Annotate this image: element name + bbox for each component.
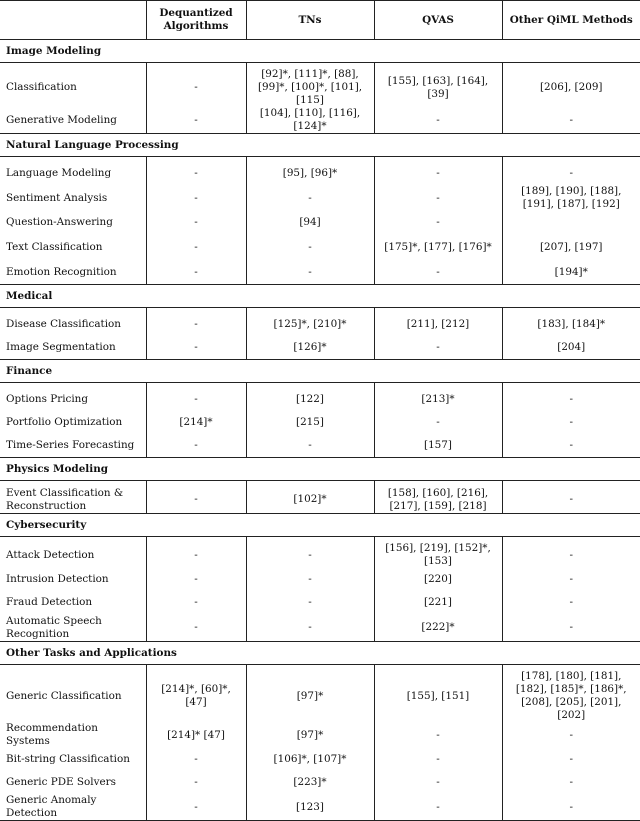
- citation-cell: -: [502, 411, 640, 434]
- citation-cell: [220]: [374, 568, 502, 591]
- citation-cell: -: [146, 388, 246, 411]
- header-cell: Other QiML Methods: [502, 1, 640, 40]
- citation-cell: [125]*, [210]*: [246, 313, 374, 336]
- citation-cell: [157]: [374, 434, 502, 458]
- citation-cell: [502, 211, 640, 234]
- table-row: [0, 771, 640, 794]
- section-title: Finance: [0, 360, 640, 383]
- task-label: Question-Answering: [6, 216, 113, 228]
- citation-cell: -: [246, 185, 374, 211]
- citation-cell: -: [146, 591, 246, 614]
- citation-cell: -: [502, 591, 640, 614]
- citation-cell: -: [246, 234, 374, 261]
- section-title: Natural Language Processing: [0, 134, 640, 157]
- citation-cell: -: [146, 313, 246, 336]
- section-title: Medical: [0, 285, 640, 308]
- task-label: Emotion Recognition: [6, 266, 117, 278]
- citation-cell: [221]: [374, 591, 502, 614]
- section-row: [0, 134, 640, 157]
- citation-cell: -: [146, 211, 246, 234]
- table-row: [0, 261, 640, 285]
- table-row: [0, 486, 640, 514]
- citation-cell: [123]: [246, 794, 374, 821]
- table-row: [0, 614, 640, 642]
- citation-cell: [97]*: [246, 670, 374, 722]
- citation-cell: -: [502, 486, 640, 514]
- table-row: [0, 568, 640, 591]
- task-label: Bit-string Classification: [6, 753, 130, 765]
- task-label: Generic Classification: [6, 689, 122, 702]
- citation-cell: -: [374, 794, 502, 821]
- task-label: Attack Detection: [6, 548, 95, 561]
- task-label: Automatic Speech Recognition: [6, 614, 102, 640]
- citation-cell: -: [246, 261, 374, 285]
- citation-cell: -: [374, 185, 502, 211]
- task-label: Classification: [6, 81, 77, 93]
- header-cell: QVAS: [374, 1, 502, 40]
- citation-cell: -: [502, 794, 640, 821]
- task-label: Language Modeling: [6, 167, 112, 179]
- citation-cell: -: [146, 234, 246, 261]
- citation-cell: [126]*: [246, 336, 374, 360]
- table-row: [0, 234, 640, 261]
- citation-cell: -: [146, 336, 246, 360]
- citation-cell: [215]: [246, 411, 374, 434]
- citation-cell: [104], [110], [116], [124]*: [246, 107, 374, 134]
- citation-cell: [194]*: [502, 261, 640, 285]
- citation-cell: [155], [151]: [374, 670, 502, 722]
- task-label: Recommendation Systems: [6, 722, 98, 747]
- citation-cell: [189], [190], [188], [191], [187], [192]: [502, 185, 640, 211]
- citation-cell: -: [246, 614, 374, 642]
- table-row: [0, 107, 640, 134]
- citation-cell: [204]: [502, 336, 640, 360]
- header-cell: Dequantized Algorithms: [146, 1, 246, 40]
- header-cell: [0, 1, 146, 40]
- table-row: [0, 336, 640, 360]
- citation-cell: -: [246, 434, 374, 458]
- citation-cell: -: [502, 388, 640, 411]
- citation-cell: [183], [184]*: [502, 313, 640, 336]
- table-row: [0, 411, 640, 434]
- citation-cell: -: [146, 794, 246, 821]
- citation-cell: [206], [209]: [502, 68, 640, 107]
- section-title: Other Tasks and Applications: [0, 642, 640, 665]
- task-label: Sentiment Analysis: [6, 191, 108, 204]
- table-row: [0, 748, 640, 771]
- task-label: Intrusion Detection: [6, 573, 109, 585]
- citation-cell: [155], [163], [164], [39]: [374, 68, 502, 107]
- citation-cell: -: [502, 107, 640, 134]
- citation-cell: -: [146, 486, 246, 514]
- citation-cell: [214]* [47]: [146, 722, 246, 748]
- citation-cell: -: [146, 748, 246, 771]
- citation-cell: -: [374, 411, 502, 434]
- citation-cell: -: [502, 542, 640, 568]
- table-row: [0, 211, 640, 234]
- citation-cell: [158], [160], [216], [217], [159], [218]: [374, 486, 502, 514]
- citation-cell: -: [374, 107, 502, 134]
- section-row: [0, 514, 640, 537]
- citation-cell: -: [146, 614, 246, 642]
- task-label: Generic Anomaly Detection: [0, 794, 146, 821]
- citation-cell: -: [374, 771, 502, 794]
- table-row: [0, 722, 640, 748]
- citation-cell: -: [374, 162, 502, 185]
- section-title: Cybersecurity: [0, 514, 640, 537]
- citation-cell: -: [374, 722, 502, 748]
- citation-cell: [102]*: [246, 486, 374, 514]
- citation-cell: -: [146, 434, 246, 458]
- citation-cell: -: [374, 261, 502, 285]
- task-label: Portfolio Optimization: [6, 416, 123, 428]
- citation-cell: -: [146, 68, 246, 107]
- citation-cell: [106]*, [107]*: [246, 748, 374, 771]
- header-cell: TNs: [246, 1, 374, 40]
- citation-cell: -: [374, 336, 502, 360]
- section-row: [0, 360, 640, 383]
- table-row: [0, 434, 640, 458]
- table-row: [0, 68, 640, 107]
- citation-cell: -: [246, 591, 374, 614]
- table-row: [0, 388, 640, 411]
- section-row: [0, 458, 640, 481]
- citation-cell: [156], [219], [152]*, [153]: [374, 542, 502, 568]
- citation-cell: [175]*, [177], [176]*: [374, 234, 502, 261]
- task-label: Generative Modeling: [6, 113, 117, 126]
- table-row: [0, 185, 640, 211]
- citation-cell: -: [146, 261, 246, 285]
- citation-cell: -: [146, 542, 246, 568]
- table-row: [0, 542, 640, 568]
- citation-cell: -: [502, 771, 640, 794]
- citation-cell: -: [146, 568, 246, 591]
- citation-cell: [207], [197]: [502, 234, 640, 261]
- citation-cell: [214]*, [60]*, [47]: [146, 670, 246, 722]
- citation-cell: [211], [212]: [374, 313, 502, 336]
- citation-cell: [92]*, [111]*, [88], [99]*, [100]*, [101], [115]: [246, 68, 374, 107]
- table-row: [0, 670, 640, 722]
- table-row: [0, 162, 640, 185]
- table-row: [0, 313, 640, 336]
- citation-cell: -: [502, 722, 640, 748]
- citation-cell: [178], [180], [181], [182], [185]*, [186]*, [208], [205], [201], [202]: [502, 670, 640, 722]
- citation-cell: -: [502, 568, 640, 591]
- task-label: Fraud Detection: [6, 596, 93, 608]
- section-title: Physics Modeling: [0, 458, 640, 481]
- citation-cell: [94]: [246, 211, 374, 234]
- citation-cell: -: [502, 748, 640, 771]
- table-row: [0, 591, 640, 614]
- citation-cell: -: [146, 185, 246, 211]
- section-row: [0, 642, 640, 665]
- task-label: Disease Classification: [6, 318, 121, 330]
- section-title: Image Modeling: [0, 40, 640, 63]
- citation-cell: [95], [96]*: [246, 162, 374, 185]
- citation-cell: -: [502, 614, 640, 642]
- citation-cell: [222]*: [374, 614, 502, 642]
- citation-cell: -: [146, 771, 246, 794]
- citation-cell: -: [374, 211, 502, 234]
- task-label: Options Pricing: [6, 393, 89, 405]
- citation-cell: [214]*: [146, 411, 246, 434]
- citation-cell: -: [502, 434, 640, 458]
- citation-cell: [223]*: [246, 771, 374, 794]
- task-label: Time-Series Forecasting: [6, 439, 135, 451]
- task-label: Event Classification & Reconstruction: [6, 486, 124, 512]
- task-label: Text Classification: [6, 241, 103, 253]
- citation-cell: -: [246, 542, 374, 568]
- header-row: [0, 1, 640, 40]
- section-row: [0, 285, 640, 308]
- task-label: Generic PDE Solvers: [6, 776, 116, 788]
- citation-cell: -: [374, 748, 502, 771]
- citation-cell: -: [146, 107, 246, 134]
- citation-cell: -: [246, 568, 374, 591]
- citation-cell: [213]*: [374, 388, 502, 411]
- citation-cell: -: [502, 162, 640, 185]
- citation-cell: [122]: [246, 388, 374, 411]
- citation-cell: [97]*: [246, 722, 374, 748]
- table-row: [0, 794, 640, 821]
- citation-cell: -: [146, 162, 246, 185]
- task-label: Image Segmentation: [6, 341, 116, 353]
- section-row: [0, 40, 640, 63]
